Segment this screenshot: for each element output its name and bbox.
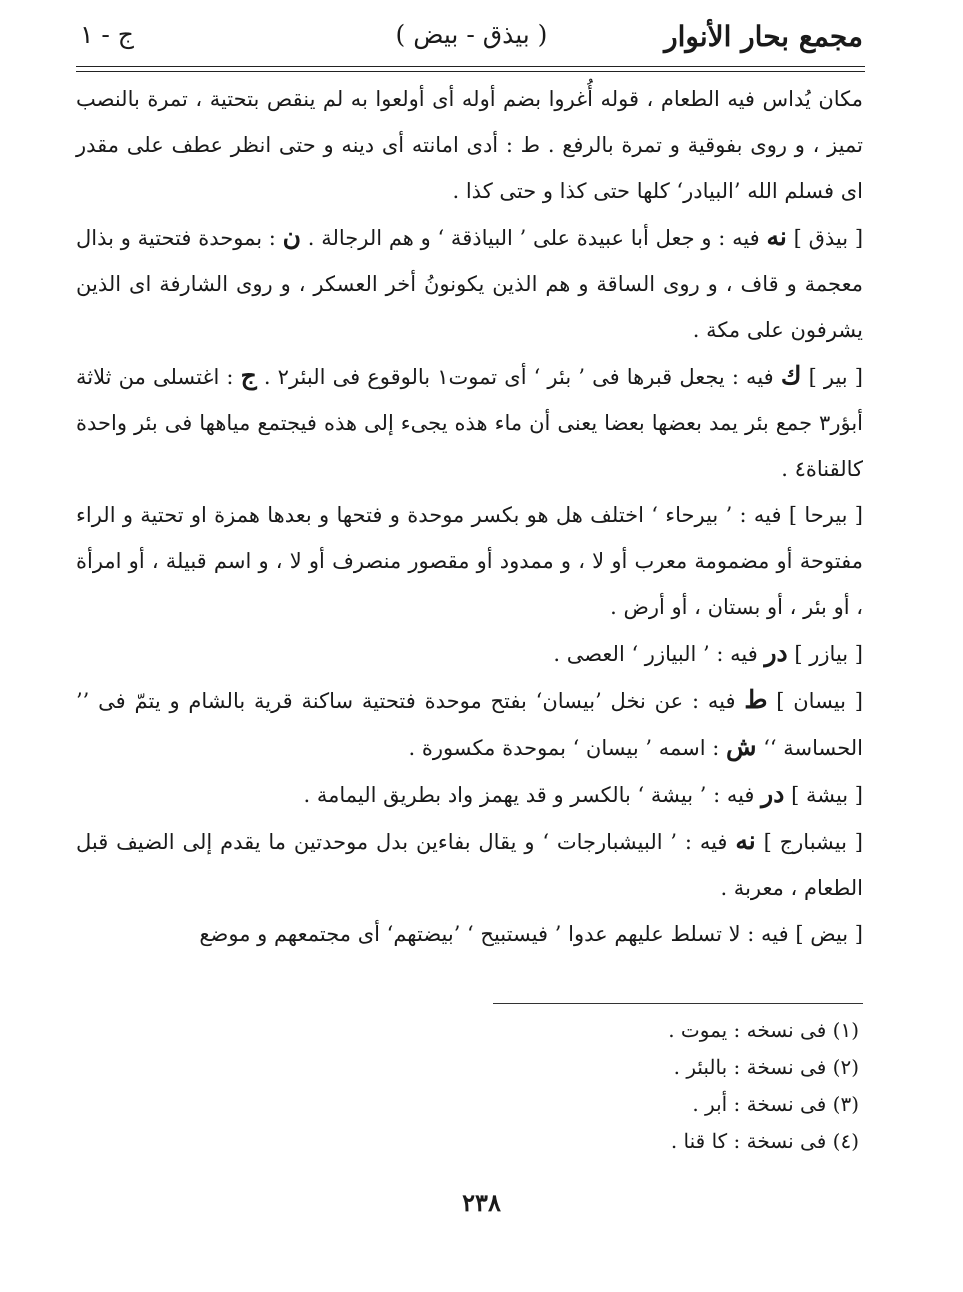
book-title: مجمع بحار الأنوار bbox=[664, 20, 863, 53]
entry-text: : اسمه ’ بيسان ‘ بموحدة مكسورة . bbox=[408, 736, 720, 760]
paragraph bbox=[76, 76, 863, 214]
entry-text: فيه : ’ بيشة ‘ بالكسر و قد يهمز واد بطريق اليمامة . bbox=[303, 783, 755, 807]
source-code: نه bbox=[766, 222, 787, 251]
entry-range: ( بيذق - بيض ) bbox=[395, 20, 548, 49]
running-header bbox=[80, 14, 863, 62]
page-number: ٢٣٨ bbox=[462, 1188, 501, 1217]
volume-number: ج - ١ bbox=[80, 20, 134, 49]
entry-headword: [ بير ] bbox=[808, 365, 863, 389]
footnote-separator bbox=[493, 1003, 863, 1004]
entry-text: فيه : لا تسلط عليهم عدوا ’ فيستبيح ‘ ’بيضتهم‘ أى مجتمعهم و موضع bbox=[199, 922, 789, 946]
entry-text: فيه : عن نخل ’بيسان‘ بفتح موحدة فتحتية ساكنة قرية بالشام و يتمّ فى ’’ الحساسة ‘‘ bbox=[76, 689, 863, 760]
entry-headword: [ بيشبارج ] bbox=[763, 830, 863, 854]
entry-headword: [ بيذق ] bbox=[793, 226, 864, 250]
source-code: ك bbox=[780, 361, 802, 390]
footnote: (٣) فى نسخة : أبر . bbox=[692, 1092, 859, 1116]
entry-headword: [ بيرحا ] bbox=[788, 503, 863, 527]
source-code: نه bbox=[735, 826, 756, 855]
source-code: در bbox=[761, 779, 785, 808]
footnote: (٤) فى نسخة : كا قنا . bbox=[670, 1129, 859, 1153]
entry bbox=[76, 677, 863, 771]
entry-text: فيه : ’ البيشبارجات ‘ و يقال بفاءين بدل موحدتين ما يقدم إلى الضيف قبل الطعام ، معربة . bbox=[76, 830, 863, 900]
entry-headword: [ بيشة ] bbox=[791, 783, 863, 807]
entry-text: فيه : ’ بيرحاء ‘ اختلف هل هو بكسر موحدة و فتحها و بعدها همزة او تحتية و الراء مفتوحة أو مضمومة معرب أو لا ، و ممدود أو مقصور منصرف أو لا ، و اسم قبيلة ، أو امرأة ، أو بئر ، أو بستان ، أو أرض . bbox=[76, 503, 863, 619]
source-code: ش bbox=[725, 732, 757, 761]
header-rule bbox=[76, 66, 865, 67]
entry bbox=[76, 492, 863, 630]
footnotes bbox=[400, 1012, 859, 1160]
footnote: (١) فى نسخه : يموت . bbox=[668, 1018, 859, 1042]
source-code: ج bbox=[240, 361, 257, 390]
entry bbox=[76, 630, 863, 677]
entry-headword: [ بيازر ] bbox=[794, 642, 863, 666]
entry bbox=[76, 771, 863, 818]
footnote: (٢) فى نسخة : بالبئر . bbox=[673, 1055, 859, 1079]
source-code: در bbox=[764, 638, 788, 667]
header-rule-thin bbox=[76, 71, 865, 72]
entry bbox=[76, 353, 863, 492]
main-text bbox=[76, 76, 863, 957]
entry-text: : بموحدة فتحتية و بذال معجمة و قاف ، و روى الساقة و هم الذين يكونونُ أخر العسكر ، و روى الشارفة اى الذين يشرفون على مكة . bbox=[76, 226, 863, 342]
entry-headword: [ بيسان ] bbox=[776, 689, 863, 713]
entry bbox=[76, 214, 863, 353]
entry-text: فيه : ’ البيازر ‘ العصى . bbox=[553, 642, 758, 666]
source-code: ن bbox=[282, 222, 302, 251]
entry-text: : اغتسلى من ثلاثة أبؤر٣ جمع بئر يمد بعضها بعضا يعنى أن ماء هذه يجىء إلى هذه فيجتمع مياهها فى بئر واحدة كالقناة٤ . bbox=[76, 365, 863, 481]
entry bbox=[76, 911, 863, 957]
entry bbox=[76, 818, 863, 911]
entry-text: فيه : يجعل قبرها فى ’ بئر ‘ أى تموت١ بالوقوع فى البئر٢ . bbox=[263, 365, 774, 389]
entry-headword: [ بيض ] bbox=[795, 922, 863, 946]
text-run: مكان يُداس فيه الطعام ، قوله أُغروا بضم أوله أى أولعوا به لم ينقص بتحتية ، تمرة بالنصب تميز ، و روى بفوقية و تمرة بالرفع . ط : أدى امانته أى دينه و حتى انظر عطف على مقدر اى فسلم الله ’البيادر‘ كلها حتى كذا و حتى كذا . bbox=[76, 87, 863, 203]
entry-text: فيه : و جعل أبا عبيدة على ’ البياذقة ‘ و هم الرجالة . bbox=[307, 226, 760, 250]
source-code: ط bbox=[744, 685, 768, 714]
